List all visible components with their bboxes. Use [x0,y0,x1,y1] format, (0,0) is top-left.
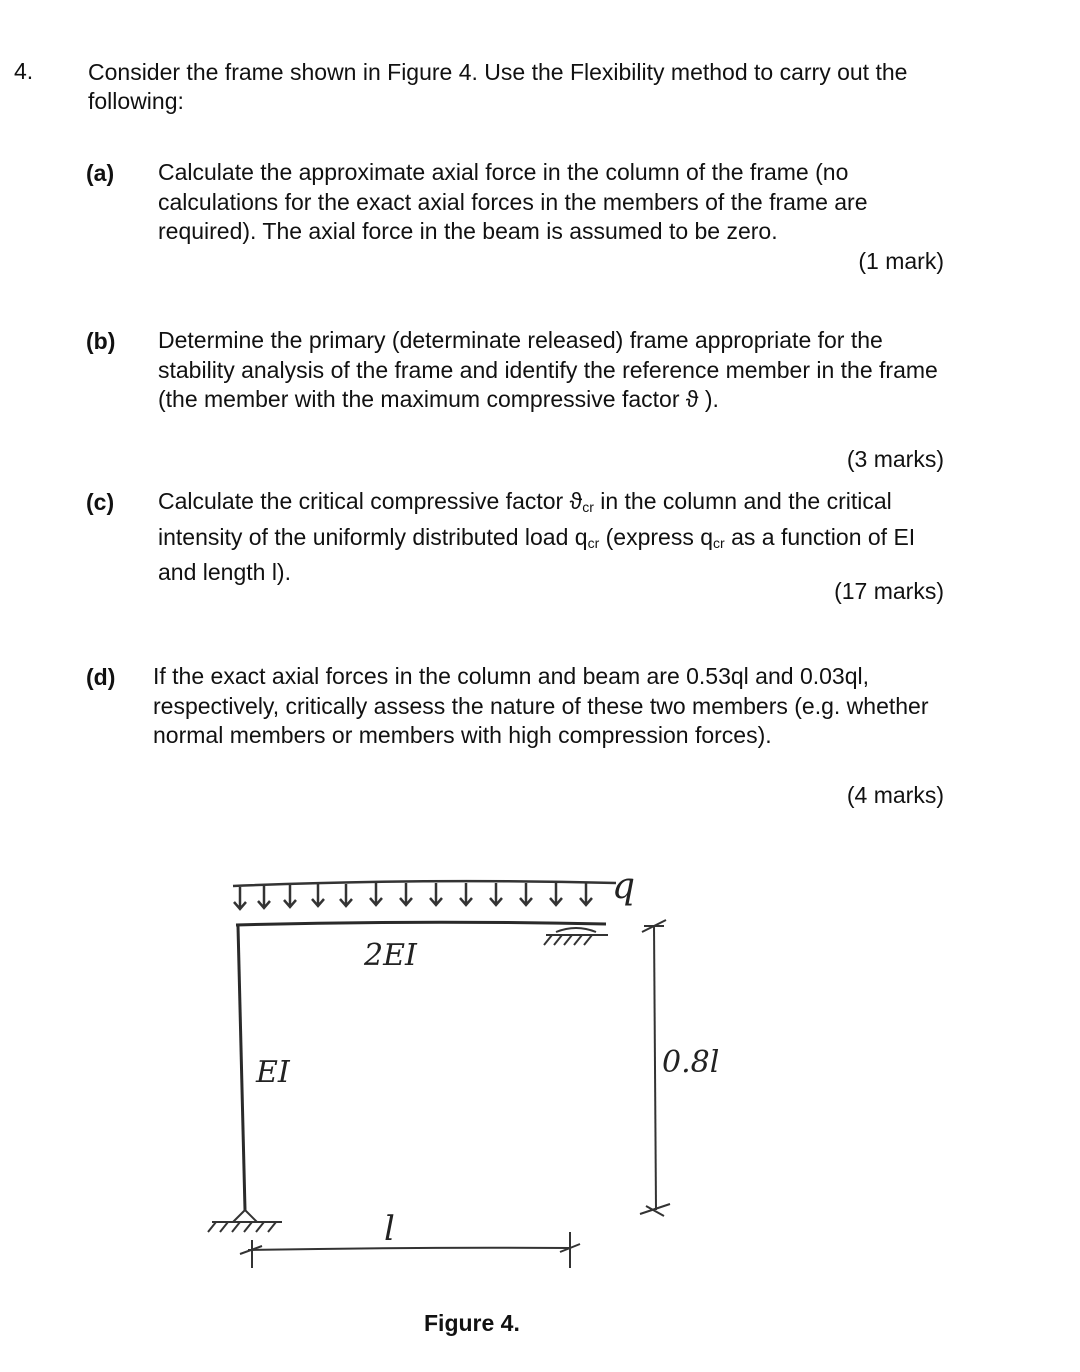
question-intro: Consider the frame shown in Figure 4. Use the Flexibility method to carry out the following: [88,59,908,114]
column-line [238,926,245,1210]
part-b-label: (b) [86,328,116,354]
part-d-text: If the exact axial forces in the column and beam are 0.53ql and 0.03ql, respectively, critically assess the nature of these two members (e.g. whether normal members or members with high compression forces). [153,663,929,748]
beam-line [236,922,606,925]
part-b-marks: (3 marks) [846,446,944,472]
udl-load-arrows [233,881,616,909]
frame-members [236,922,606,1210]
part-c-label: (c) [86,489,115,515]
part-d-marks: (4 marks) [846,782,944,808]
part-d-label: (d) [86,664,116,690]
part-a-text: Calculate the approximate axial force in the column of the frame (no calculations for the exact axial forces in the members of the frame are required). The axial force in the beam is assumed to be zero. [158,159,868,244]
part-a-label: (a) [86,160,115,186]
beam-label: 2EI [364,938,417,973]
column-label: EI [256,1055,290,1090]
span-dimension [240,1232,580,1268]
question-number: 4. [14,58,34,84]
load-label-q: q [612,866,636,907]
beam-roller-support [544,928,608,945]
part-c-marks: (17 marks) [834,578,944,604]
frame-figure [0,850,1080,1300]
column-pin-support [208,1210,282,1232]
span-label: l [384,1209,395,1249]
height-label: 0.8l [662,1045,720,1080]
figure-caption: Figure 4. [424,1310,520,1336]
part-c-text: Calculate the critical compressive factor $ϑ_{cr}$ in the column and the critical intensity of the uniformly distributed load $q_{cr}$ (express $q_{cr}$ as a function of EI and length l). [158,488,916,585]
part-b-text: Determine the primary (determinate released) frame appropriate for the stability analysis of the frame and identify the reference member in the frame (the member with the maximum compressive factor ϑ ). [158,327,938,412]
part-a-marks: (1 mark) [858,248,944,274]
